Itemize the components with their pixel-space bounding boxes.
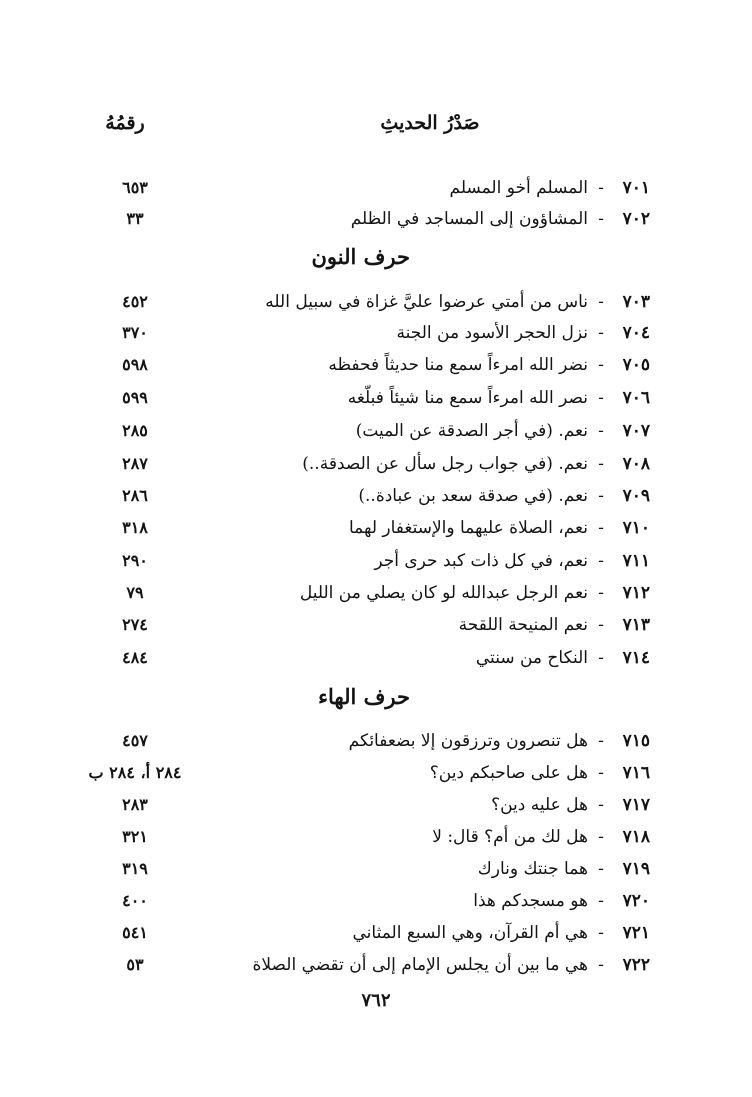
- entry-ref: ٢٨٤ أ، ٢٨٤ ب: [88, 763, 182, 782]
- entry-ref: ٢٨٦: [122, 486, 148, 505]
- entry-ref: ٣١٨: [122, 518, 148, 537]
- entry-text: نعم. (في جواب رجل سأل عن الصدقة..): [302, 454, 588, 474]
- entry-number: ٧١٠: [622, 518, 650, 538]
- entry-ref: ٢٩٠: [122, 551, 148, 570]
- entry-dash: -: [598, 859, 604, 879]
- index-entry: [0, 318, 752, 348]
- entry-text: هل عليه دين؟: [491, 795, 588, 815]
- entry-text: هي ما بين أن يجلس الإمام إلى أن تقضي الصلاة: [252, 955, 588, 975]
- index-entry: [0, 513, 752, 543]
- entry-ref: ٣١٩: [122, 859, 148, 878]
- entry-number: ٧٠٨: [622, 454, 650, 474]
- entry-ref: ٤٥٧: [122, 731, 148, 750]
- entry-dash: -: [598, 518, 604, 538]
- index-entry: [0, 383, 752, 413]
- section-heading-ha: حرف الهاء: [318, 684, 410, 709]
- entry-dash: -: [598, 923, 604, 943]
- entry-text: هما جنتك ونارك: [477, 859, 588, 879]
- entry-number: ٧١٢: [622, 583, 650, 603]
- index-entry: [0, 350, 752, 380]
- index-entry: [0, 886, 752, 916]
- entry-ref: ٥٣: [126, 955, 144, 974]
- index-entry: [0, 546, 752, 576]
- entry-number: ٧٠٢: [622, 209, 650, 229]
- entry-ref: ٧٩: [126, 583, 144, 602]
- entry-dash: -: [598, 648, 604, 668]
- entry-number: ٧١٩: [622, 859, 650, 879]
- entry-dash: -: [598, 731, 604, 751]
- column-header-hadith-start: صَدْرُ الحديثِ: [380, 112, 480, 134]
- entry-number: ٧٢٠: [622, 891, 650, 911]
- entry-text: نعم، في كل ذات كبد حرى أجر: [374, 551, 588, 571]
- section-heading-nun: حرف النون: [311, 244, 410, 269]
- index-entry: [0, 578, 752, 608]
- entry-number: ٧١٥: [622, 731, 650, 751]
- entry-number: ٧٠٤: [622, 323, 650, 343]
- entry-text: هل تنصرون وترزقون إلا بضعفائكم: [348, 731, 588, 751]
- index-entry: [0, 790, 752, 820]
- entry-number: ٧١١: [622, 551, 650, 571]
- entry-text: نعم المنيحة اللقحة: [458, 615, 588, 635]
- entry-ref: ٤٥٢: [122, 292, 148, 311]
- entry-ref: ٤٠٠: [122, 891, 148, 910]
- entry-number: ٧١٦: [622, 763, 650, 783]
- entry-number: ٧٠٥: [622, 355, 650, 375]
- entry-text: النكاح من سنتي: [475, 648, 588, 668]
- entry-text: نصر الله امرءاً سمع منا شيئاً فبلّغه: [347, 388, 588, 408]
- index-entry: [0, 204, 752, 234]
- entry-text: نعم، الصلاة عليهما والإستغفار لهما: [348, 518, 588, 538]
- entry-dash: -: [598, 292, 604, 312]
- entry-dash: -: [598, 795, 604, 815]
- index-entry: [0, 758, 752, 788]
- entry-dash: -: [598, 615, 604, 635]
- entry-ref: ٤٨٤: [122, 648, 148, 667]
- entry-dash: -: [598, 955, 604, 975]
- entry-dash: -: [598, 486, 604, 506]
- entry-dash: -: [598, 355, 604, 375]
- entry-text: ناس من أمتي عرضوا عليَّ غزاة في سبيل الله: [265, 292, 588, 312]
- page-number: ٧٦٢: [361, 990, 391, 1011]
- entry-number: ٧٢٢: [622, 955, 650, 975]
- entry-ref: ٣٣: [126, 209, 144, 228]
- index-entry: [0, 449, 752, 479]
- index-entry: [0, 481, 752, 511]
- entry-ref: ٣٧٠: [122, 323, 148, 342]
- entry-number: ٧١٨: [622, 827, 650, 847]
- entry-ref: ٢٧٤: [122, 615, 148, 634]
- entry-text: هل لك من أم؟ قال: لا: [432, 827, 588, 847]
- entry-dash: -: [598, 583, 604, 603]
- entry-ref: ٢٨٣: [122, 795, 148, 814]
- index-entry: [0, 822, 752, 852]
- entry-text: هي أم القرآن، وهي السبع المثاني: [352, 923, 588, 943]
- entry-number: ٧١٧: [622, 795, 650, 815]
- entry-ref: ٥٩٨: [122, 355, 148, 374]
- entry-ref: ٥٩٩: [122, 388, 148, 407]
- entry-number: ٧٠٧: [622, 421, 650, 441]
- entry-ref: ٣٢١: [122, 827, 148, 846]
- index-entry: [0, 726, 752, 756]
- entry-dash: -: [598, 454, 604, 474]
- index-entry: [0, 173, 752, 203]
- entry-number: ٧٠٣: [622, 292, 650, 312]
- entry-ref: ٦٥٣: [122, 178, 148, 197]
- entry-number: ٧٢١: [622, 923, 650, 943]
- entry-text: نضر الله امرءاً سمع منا حديثاً فحفظه: [328, 355, 588, 375]
- entry-dash: -: [598, 763, 604, 783]
- entry-dash: -: [598, 827, 604, 847]
- entry-text: نعم الرجل عبدالله لو كان يصلي من الليل: [299, 583, 588, 603]
- index-entry: [0, 918, 752, 948]
- entry-text: نعم. (في صدقة سعد بن عبادة..): [358, 486, 588, 506]
- index-entry: [0, 610, 752, 640]
- entry-ref: ٥٤١: [122, 923, 148, 942]
- entry-text: نزل الحجر الأسود من الجنة: [396, 323, 588, 343]
- entry-dash: -: [598, 209, 604, 229]
- entry-dash: -: [598, 891, 604, 911]
- entry-ref: ٢٨٥: [122, 421, 148, 440]
- entry-text: هل على صاحبكم دين؟: [429, 763, 588, 783]
- entry-dash: -: [598, 323, 604, 343]
- index-entry: [0, 287, 752, 317]
- index-entry: [0, 416, 752, 446]
- entry-number: ٧٠٦: [622, 388, 650, 408]
- index-entry: [0, 950, 752, 980]
- entry-ref: ٢٨٧: [122, 454, 148, 473]
- column-header-number: رقمُهُ: [105, 112, 145, 134]
- entry-dash: -: [598, 388, 604, 408]
- entry-text: نعم. (في أجر الصدقة عن الميت): [355, 421, 588, 441]
- entry-number: ٧٠٩: [622, 486, 650, 506]
- entry-number: ٧١٤: [622, 648, 650, 668]
- entry-dash: -: [598, 178, 604, 198]
- entry-text: المسلم أخو المسلم: [449, 178, 588, 198]
- entry-number: ٧٠١: [622, 178, 650, 198]
- entry-text: هو مسجدكم هذا: [473, 891, 588, 911]
- entry-dash: -: [598, 421, 604, 441]
- entry-number: ٧١٣: [622, 615, 650, 635]
- entry-text: المشاؤون إلى المساجد في الظلم: [350, 209, 588, 229]
- index-entry: [0, 854, 752, 884]
- index-entry: [0, 643, 752, 673]
- entry-dash: -: [598, 551, 604, 571]
